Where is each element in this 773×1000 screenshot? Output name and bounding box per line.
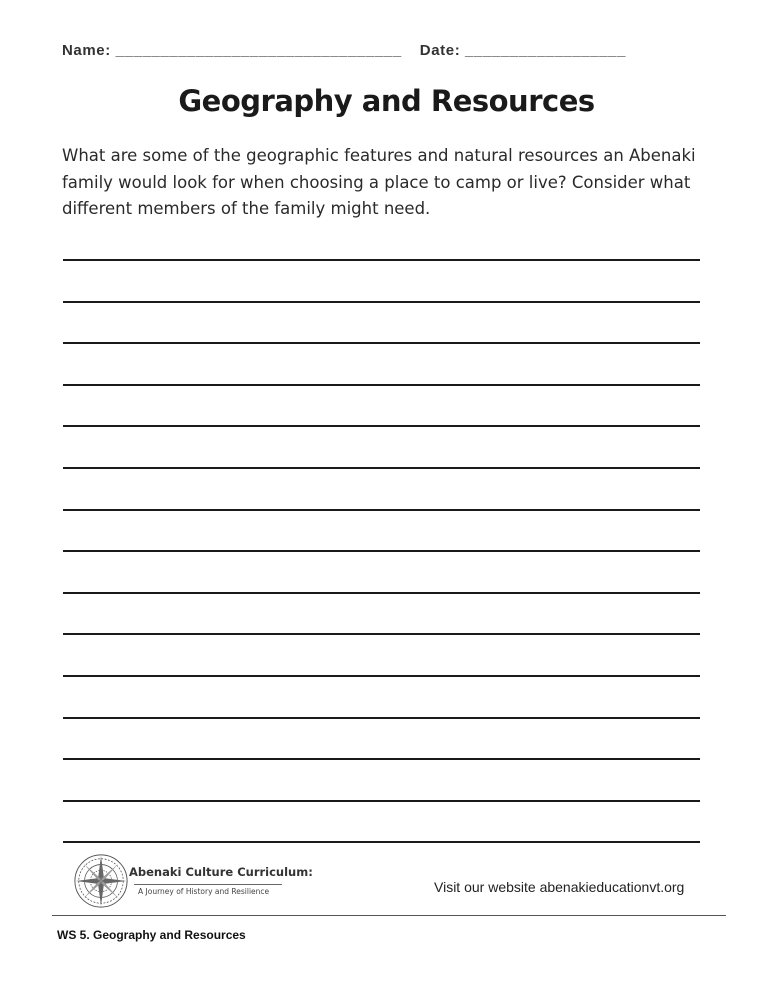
answer-line[interactable] bbox=[63, 509, 700, 511]
compass-rose-logo-icon bbox=[72, 852, 130, 910]
answer-line[interactable] bbox=[63, 800, 700, 802]
answer-line[interactable] bbox=[63, 342, 700, 344]
curriculum-logo bbox=[72, 852, 313, 912]
worksheet-prompt: What are some of the geographic features and natural resources an Abenaki family would look for when choosing a place to camp or live? Consider what different members of the family might need. bbox=[62, 146, 696, 218]
page-title: Geography and Resources bbox=[178, 84, 595, 118]
answer-line[interactable] bbox=[63, 259, 700, 261]
answer-line[interactable] bbox=[63, 717, 700, 719]
answer-line[interactable] bbox=[63, 550, 700, 552]
answer-line[interactable] bbox=[63, 841, 700, 843]
date-field[interactable]: Date: __________________ bbox=[419, 42, 627, 59]
answer-line[interactable] bbox=[63, 384, 700, 386]
answer-lines[interactable] bbox=[63, 0, 700, 860]
answer-line[interactable] bbox=[63, 633, 700, 635]
name-field[interactable]: Name: ________________________________ bbox=[62, 42, 402, 59]
footer-label: WS 5. Geography and Resources bbox=[57, 928, 246, 942]
answer-line[interactable] bbox=[63, 675, 700, 677]
answer-line[interactable] bbox=[63, 758, 700, 760]
logo-title: Abenaki Culture Curriculum: bbox=[129, 865, 313, 879]
website-link[interactable]: Visit our website abenakieducationvt.org bbox=[434, 879, 685, 895]
logo-subtitle: A Journey of History and Resilience bbox=[138, 887, 270, 896]
logo-divider bbox=[134, 884, 282, 885]
footer-divider bbox=[52, 915, 726, 916]
answer-line[interactable] bbox=[63, 592, 700, 594]
answer-line[interactable] bbox=[63, 301, 700, 303]
answer-line[interactable] bbox=[63, 467, 700, 469]
answer-line[interactable] bbox=[63, 425, 700, 427]
